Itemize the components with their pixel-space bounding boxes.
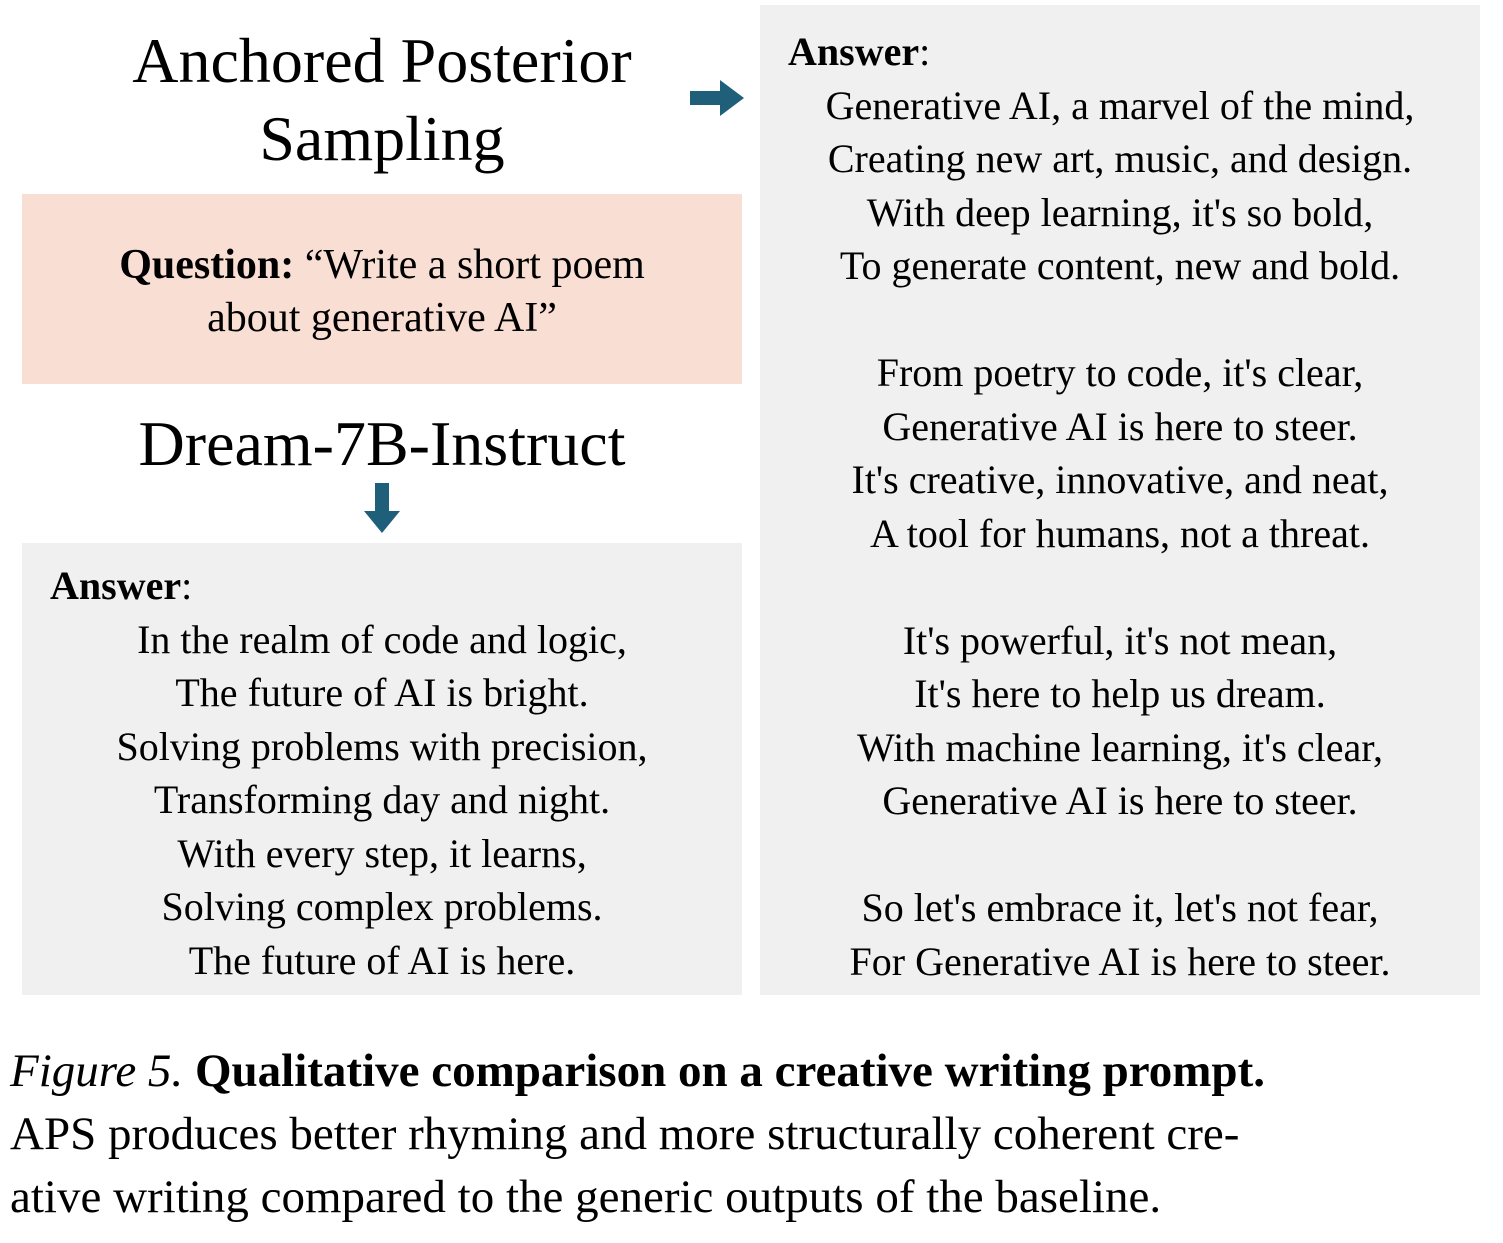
aps-title-line1: Anchored Posterior — [132, 25, 632, 96]
stanza-gap — [760, 560, 1480, 614]
aps-poem-line: Generative AI is here to steer. — [882, 403, 1358, 449]
caption-line3: ative writing compared to the generic outputs of the baseline. — [10, 1171, 1162, 1223]
aps-poem — [760, 79, 1480, 989]
aps-poem-line: From poetry to code, it's clear, — [876, 350, 1364, 395]
question-box — [22, 194, 742, 384]
aps-title-line2: Sampling — [259, 103, 505, 174]
aps-poem-line: For Generative AI is here to steer. — [849, 938, 1391, 984]
arrow-right-icon — [690, 80, 744, 116]
arrow-down-icon — [364, 483, 400, 533]
aps-poem-line: It's powerful, it's not mean, — [902, 617, 1338, 663]
aps-poem-line: Generative AI is here to steer. — [882, 778, 1358, 823]
aps-poem-line: Generative AI, a marvel of the mind, — [825, 82, 1415, 128]
aps-poem-line: It's here to help us dream. — [914, 671, 1326, 716]
question-label: Question: — [119, 242, 295, 288]
baseline-poem-line: Transforming day and night. — [153, 777, 611, 822]
aps-poem-line: It's creative, innovative, and neat, — [851, 457, 1389, 502]
aps-method-title — [22, 22, 742, 178]
caption-line2: APS produces better rhyming and more structurally coherent cre- — [10, 1108, 1240, 1160]
aps-poem-line: To generate content, new and bold. — [839, 243, 1401, 288]
stanza-gap — [760, 293, 1480, 347]
question-text-line1: “Write a short poem — [294, 242, 645, 288]
figure-label: Figure 5. — [10, 1045, 184, 1097]
baseline-poem-line: In the realm of code and logic, — [137, 616, 627, 662]
baseline-poem-line: Solving problems with precision, — [116, 723, 648, 769]
aps-poem-line: A tool for humans, not a threat. — [870, 510, 1370, 556]
aps-poem-line: Creating new art, music, and design. — [827, 136, 1413, 181]
aps-poem-line: With deep learning, it's so bold, — [866, 189, 1374, 235]
baseline-poem-line: With every step, it learns, — [177, 830, 587, 876]
baseline-model-title: Dream-7B-Instruct — [138, 408, 626, 479]
question-text-line2: about generative AI” — [207, 295, 557, 341]
aps-poem-line: With machine learning, it's clear, — [856, 724, 1383, 770]
caption-line1 — [10, 1040, 1495, 1103]
baseline-poem-line: The future of AI is bright. — [175, 670, 589, 715]
aps-poem-line: So let's embrace it, let's not fear, — [861, 885, 1379, 930]
figure-title: Qualitative comparison on a creative writing prompt. — [194, 1045, 1265, 1097]
figure-caption — [10, 1040, 1495, 1229]
baseline-poem-line: The future of AI is here. — [188, 937, 576, 983]
baseline-poem — [22, 613, 742, 988]
aps-answer-box — [760, 5, 1480, 995]
baseline-answer-label: Answer: — [50, 563, 193, 608]
stanza-gap — [760, 828, 1480, 882]
baseline-poem-line: Solving complex problems. — [161, 884, 603, 929]
aps-answer-label: Answer: — [788, 29, 931, 74]
baseline-answer-box — [22, 543, 742, 995]
